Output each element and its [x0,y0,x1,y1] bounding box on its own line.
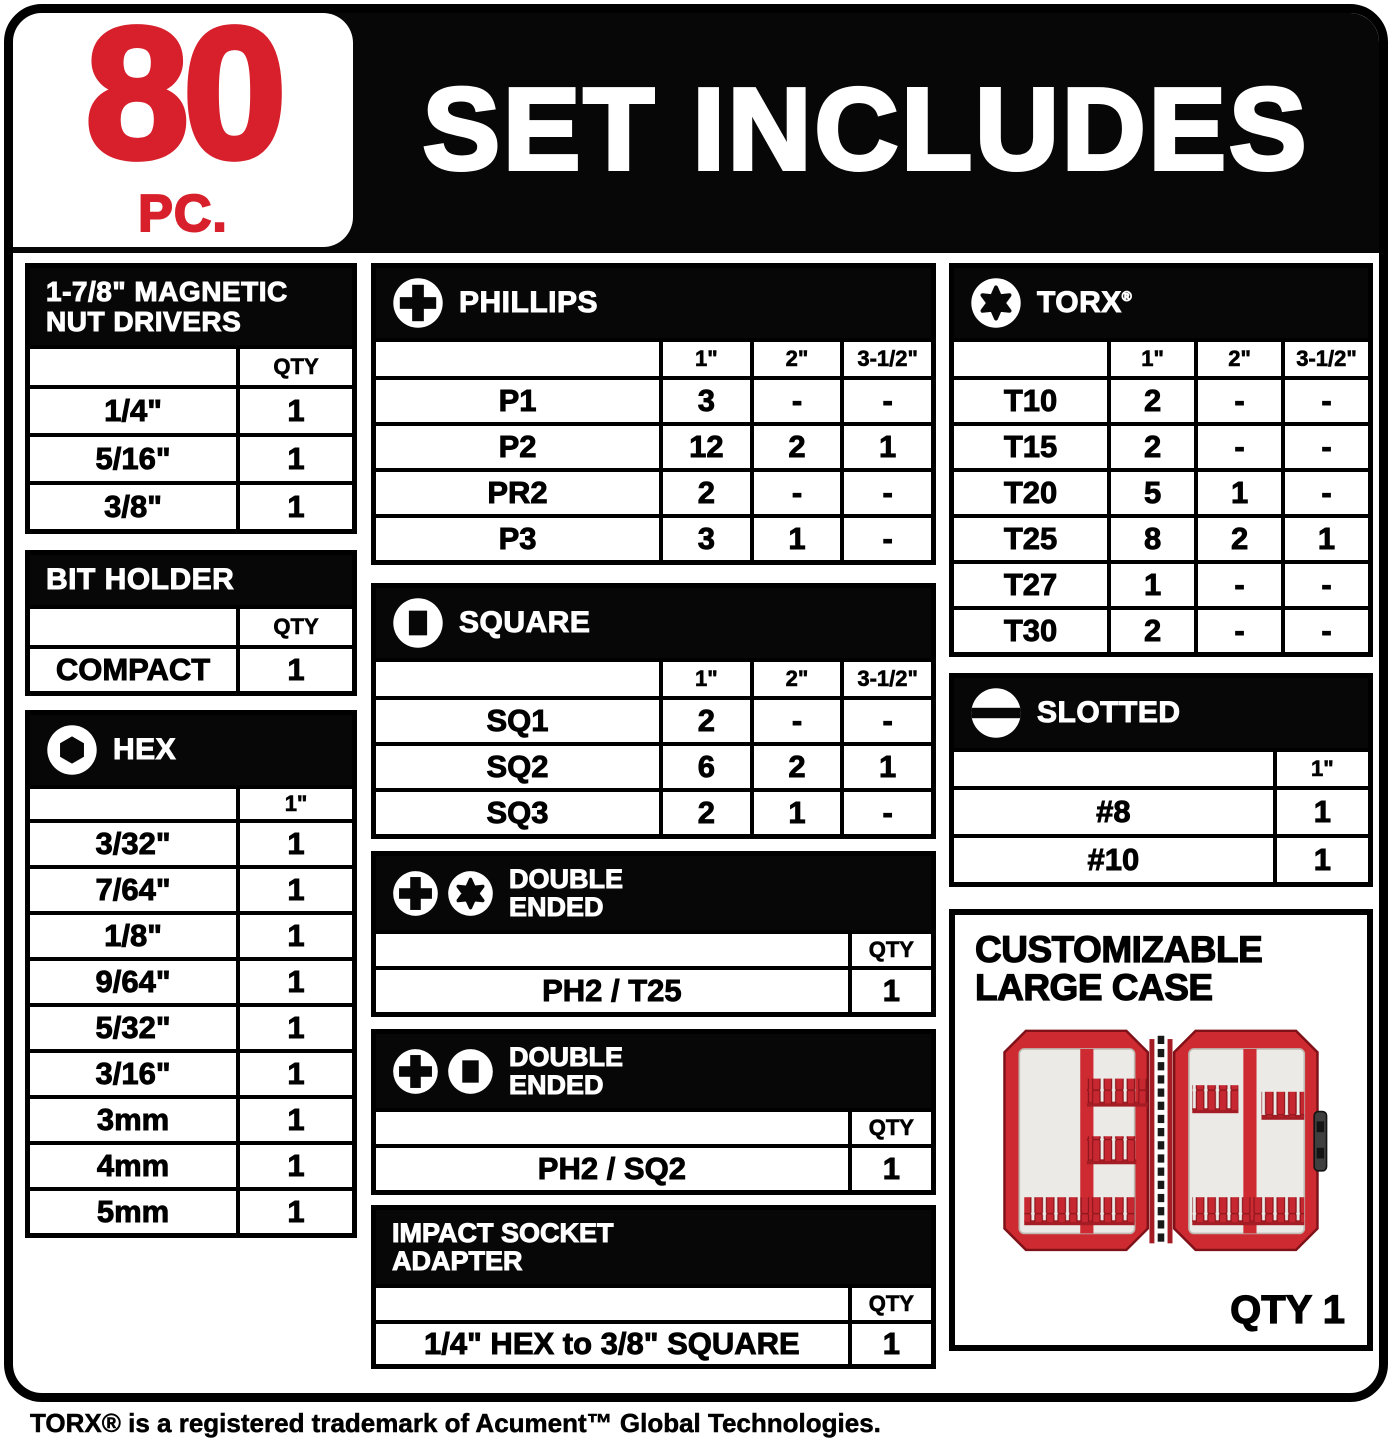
qty-cell: 2 [1194,518,1281,560]
length-header-cell: 1" [659,342,750,376]
hex-table [25,710,357,1238]
size-cell: SQ3 [486,795,549,830]
table-row [954,834,1368,882]
qty-cell: 8 [1107,518,1194,560]
double-ended-torx-header [376,856,931,930]
qty-header-cell: QTY [236,349,352,385]
qty-cell: 1 [236,1191,352,1233]
case-qty: QTY 1 [1230,1288,1345,1332]
size-cell: #10 [1087,842,1140,877]
main-frame [4,4,1388,1402]
size-cell: 3/16" [95,1055,171,1091]
table-row [954,786,1368,834]
qty-cell: 2 [1107,610,1194,652]
slotted-table [949,673,1373,887]
qty-cell: 1 [236,437,352,481]
qty-cell: 1 [236,485,352,529]
slotted-icon [970,687,1022,739]
qty-header-cell: QTY [848,1112,931,1144]
qty-cell: - [1194,564,1281,606]
case-title: CUSTOMIZABLE LARGE CASE [975,929,1263,1009]
impact-adapter-header [376,1210,931,1284]
column-header-row [376,658,931,696]
table-row [30,433,352,481]
qty-cell: - [840,700,931,742]
qty-cell: 1 [848,970,931,1012]
qty-cell: 1 [1194,472,1281,514]
table-row [30,481,352,529]
table-row [376,376,931,422]
table-row [376,742,931,788]
size-cell: 3mm [96,1101,170,1137]
size-cell: 5/16" [95,441,171,477]
spacer-cell [30,349,236,385]
table-title: IMPACT SOCKET ADAPTER [392,1218,614,1277]
qty-cell: - [1281,564,1368,606]
qty-cell: 1 [236,1099,352,1141]
square-icon [392,597,444,649]
qty-cell: 5 [1107,472,1194,514]
table-row [954,514,1368,560]
bit-holder-table [25,550,357,696]
right-column [949,263,1373,1351]
table-title: SQUARE [459,606,591,640]
qty-cell: 1 [236,915,352,957]
torx-header [954,268,1368,338]
spacer-cell [30,789,236,819]
qty-cell: 2 [1107,380,1194,422]
double-ended-square-header [376,1034,931,1108]
case-section [949,909,1373,1351]
column-header-row [376,1108,931,1144]
size-cell: T15 [1003,429,1058,464]
table-title: BIT HOLDER [46,563,235,597]
size-cell: 3/32" [95,825,171,861]
qty-cell: 1 [840,746,931,788]
middle-column [371,263,936,1369]
size-cell: 3/8" [104,489,162,525]
qty-cell: 2 [659,792,750,834]
nut-drivers-table [25,263,357,534]
phillips-header [376,268,931,338]
length-header-cell: 3-1/2" [840,342,931,376]
qty-cell: - [1281,380,1368,422]
table-row [376,468,931,514]
qty-cell: - [840,792,931,834]
size-cell: PH2 / SQ2 [537,1151,686,1187]
qty-cell: - [1194,610,1281,652]
size-cell: P2 [498,429,537,464]
square-icon [447,1048,494,1095]
qty-cell: - [750,472,841,514]
torx-table [949,263,1373,657]
table-row [376,1320,931,1364]
column-header-row [954,338,1368,376]
column-header-row [376,930,931,966]
table-title: SLOTTED [1037,696,1181,730]
size-cell: SQ1 [486,703,549,738]
qty-cell: - [1281,610,1368,652]
column-header-row [30,345,352,385]
size-cell: T25 [1003,521,1058,556]
table-row [30,1003,352,1049]
piece-count-unit: PC. [138,185,228,244]
qty-cell: 1 [1273,838,1368,882]
qty-cell: 2 [1107,426,1194,468]
hex-header [30,715,352,785]
qty-cell: 1 [1281,518,1368,560]
table-row [376,422,931,468]
qty-cell: 2 [750,426,841,468]
piece-count-box [13,4,353,247]
qty-cell: 1 [236,1053,352,1095]
qty-cell: - [750,700,841,742]
qty-cell: - [1281,472,1368,514]
table-row [954,422,1368,468]
table-row [376,1144,931,1190]
table-row [30,911,352,957]
table-row [954,560,1368,606]
table-row [30,1095,352,1141]
size-cell: T27 [1003,567,1058,602]
qty-cell: - [840,380,931,422]
qty-cell: 2 [659,700,750,742]
icon-pair [392,870,494,917]
table-row [30,645,352,691]
qty-cell: 1 [236,1145,352,1187]
qty-cell: 1 [750,518,841,560]
table-row [30,1049,352,1095]
left-column [25,263,357,1238]
square-table [371,583,936,839]
page-title: SET INCLUDES [422,64,1310,194]
trademark-footnote: TORX® is a registered trademark of Acument™ Global Technologies. [30,1408,881,1438]
qty-cell: 1 [840,426,931,468]
hex-icon [46,724,98,776]
qty-cell: 1 [236,389,352,433]
size-cell: 1/4" HEX to 3/8" SQUARE [424,1326,800,1362]
qty-cell: - [840,518,931,560]
length-header-cell: 1" [1273,752,1368,786]
size-cell: 9/64" [95,963,171,999]
piece-count: 80 [85,4,281,197]
spacer-cell [376,662,659,696]
torx-icon [447,870,494,917]
size-cell: P1 [498,383,537,418]
table-row [376,788,931,834]
impact-adapter-table [371,1205,936,1369]
table-title: 1-7/8" MAGNETIC NUT DRIVERS [46,276,288,337]
qty-cell: 2 [659,472,750,514]
slotted-header [954,678,1368,748]
qty-cell: 1 [236,649,352,691]
table-row [376,696,931,742]
spacer-cell [954,752,1273,786]
table-row [954,376,1368,422]
registered-mark: ® [1121,289,1133,305]
length-header-cell: 2" [750,662,841,696]
table-row [30,957,352,1003]
size-cell: 4mm [96,1147,170,1183]
length-header-cell: 1" [1107,342,1194,376]
column-header-row [376,338,931,376]
table-row [30,1187,352,1233]
qty-cell: - [750,380,841,422]
bit-holder-header [30,555,352,605]
qty-cell: 1 [1273,790,1368,834]
double-ended-square-table [371,1029,936,1195]
phillips-icon [392,277,444,329]
qty-cell: 1 [236,961,352,1003]
phillips-icon [392,1048,439,1095]
size-cell: #8 [1096,794,1131,829]
qty-cell: 1 [1107,564,1194,606]
spacer-cell [376,934,848,966]
size-cell: PR2 [487,475,548,510]
length-header-cell: 1" [659,662,750,696]
square-header [376,588,931,658]
column-header-row [30,785,352,819]
table-row [376,514,931,560]
table-title: DOUBLE ENDED [509,864,623,923]
size-cell: 5mm [96,1193,170,1229]
table-row [30,385,352,433]
column-header-row [30,605,352,645]
qty-cell: 3 [659,380,750,422]
spacer-cell [30,609,236,645]
size-cell: SQ2 [486,749,549,784]
table-row [376,966,931,1012]
size-cell: 5/32" [95,1009,171,1045]
qty-cell: 12 [659,426,750,468]
length-header-cell: 2" [750,342,841,376]
column-header-row [954,748,1368,786]
qty-cell: 1 [848,1324,931,1364]
size-cell: 1/8" [104,917,162,953]
table-row [30,1141,352,1187]
qty-cell: 1 [236,1007,352,1049]
qty-cell: - [1194,380,1281,422]
qty-header-cell: QTY [848,934,931,966]
qty-header-cell: QTY [236,609,352,645]
size-cell: 1/4" [104,393,162,429]
table-row [30,819,352,865]
spacer-cell [376,1112,848,1144]
size-cell: T10 [1003,383,1058,418]
qty-cell: - [1281,426,1368,468]
phillips-icon [392,870,439,917]
nut-drivers-header [30,268,352,345]
qty-header-cell: QTY [848,1288,931,1320]
torx-icon [970,277,1022,329]
size-cell: P3 [498,521,537,556]
double-ended-torx-table [371,851,936,1017]
icon-pair [392,1048,494,1095]
qty-cell: 1 [750,792,841,834]
table-row [954,606,1368,652]
qty-cell: 3 [659,518,750,560]
length-header-cell: 3-1/2" [1281,342,1368,376]
table-row [954,468,1368,514]
size-cell: T20 [1003,475,1058,510]
size-cell: PH2 / T25 [542,973,682,1009]
qty-cell: - [1194,426,1281,468]
size-cell: 7/64" [95,871,171,907]
spacer-cell [376,342,659,376]
table-title: HEX [113,733,177,767]
table-title: DOUBLE ENDED [509,1042,623,1101]
size-cell: T30 [1003,613,1058,648]
length-header-cell: 1" [236,789,352,819]
qty-cell: 6 [659,746,750,788]
column-header-row [376,1284,931,1320]
length-header-cell: 2" [1194,342,1281,376]
spacer-cell [376,1288,848,1320]
qty-cell: 1 [236,823,352,865]
qty-cell: 2 [750,746,841,788]
phillips-table [371,263,936,565]
case-illustration [988,1016,1334,1263]
spacer-cell [954,342,1107,376]
table-title: PHILLIPS [459,286,599,320]
qty-cell: 1 [848,1148,931,1190]
table-title: TORX® [1037,286,1133,320]
size-cell: COMPACT [55,651,211,687]
qty-cell: - [840,472,931,514]
header-banner [13,4,1379,253]
qty-cell: 1 [236,869,352,911]
table-row [30,865,352,911]
length-header-cell: 3-1/2" [840,662,931,696]
